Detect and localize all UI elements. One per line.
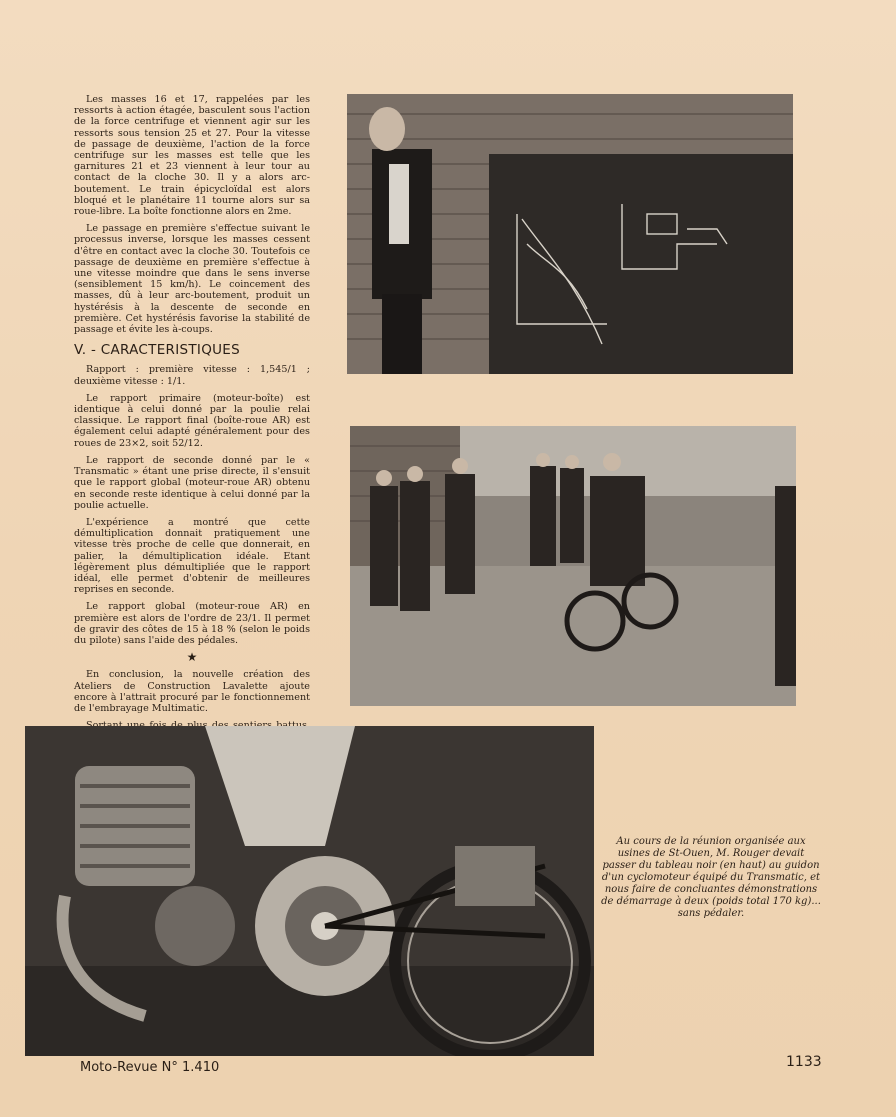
star-separator: ★ (186, 650, 198, 665)
article-text-column (74, 94, 310, 760)
photo-engine (25, 726, 594, 1056)
paragraph: Le passage en première s'effectue suivant le processus inverse, lorsque les masses cessent d'être en contact avec la cloche 30. Toutefois ce passage de deuxième en première s'effectue à une vitesse moindre que dans le sens inverse (sensiblement 15 km/h). Le coincement des masses, dû à leur arc-boutement, produit un hystérésis à la descente de seconde en première. Cet hystérésis favorise la stabilité de passage et évite les à-coups. (74, 223, 310, 336)
paragraph: Le rapport global (moteur-roue AR) en première est alors de l'ordre de 23/1. Il permet de gravir des côtes de 15 à 18 % (selon le poids du pilote) sans l'aide des pédales. (74, 601, 310, 646)
paragraph: L'expérience a montré que cette démultiplication donnait pratiquement une vitesse très proche de celle que donnerait, en palier, la démultiplication idéale. Etant légèrement plus démultipliée que le rapport idéal, elle permet d'obtenir de meilleures reprises en seconde. (74, 516, 310, 596)
section-heading: V. - CARACTERISTIQUES (74, 342, 240, 359)
page-number: 1133 (786, 1054, 822, 1070)
paragraph: Rapport : première vitesse : 1,545/1 ; deuxième vitesse : 1/1. (74, 364, 310, 387)
photo-caption: Au cours de la réunion organisée aux usines de St-Ouen, M. Rouger devait passer du tableau noir (en haut) au guidon d'un cyclomoteur équipé du Transmatic, et nous faire de concluantes démonstrations de démarrage à deux (poids total 170 kg)... sans pédaler. (601, 836, 821, 919)
paragraph: Le rapport de seconde donné par le « Transmatic » étant une prise directe, il s'ensuit que le rapport global (moteur-roue AR) obtenu en seconde reste identique à celui donné par la poulie actuelle. (74, 454, 310, 511)
paragraph: En conclusion, la nouvelle création des Ateliers de Construction Lavalette ajoute encore à l'attrait procuré par le fonctionnement de l'embrayage Multimatic. (74, 669, 310, 714)
paragraph: Le rapport primaire (moteur-boîte) est identique à celui donné par la poulie relai classique. Le rapport final (boîte-roue AR) est également celui adapté généralement pour des roues de 23×2, soit 52/12. (74, 392, 310, 449)
paragraph: Les masses 16 et 17, rappelées par les ressorts à action étagée, basculent sous l'action de la force centrifuge et viennent agir sur les ressorts sous tension 25 et 27. Pour la vitesse de passage de deuxième, l'action de la force centrifuge sur les masses est telle que les garnitures 21 et 23 viennent à leur tour au contact de la cloche 30. Il y a alors arc-boutement. Le train épicycloïdal est alors bloqué et le planétaire 11 tourne alors sur sa roue-libre. La boîte fonctionne alors en 2me. (74, 94, 310, 218)
photo-demonstration (350, 426, 796, 706)
photo-blackboard (347, 94, 793, 374)
publication-footer: Moto-Revue N° 1.410 (80, 1060, 220, 1075)
